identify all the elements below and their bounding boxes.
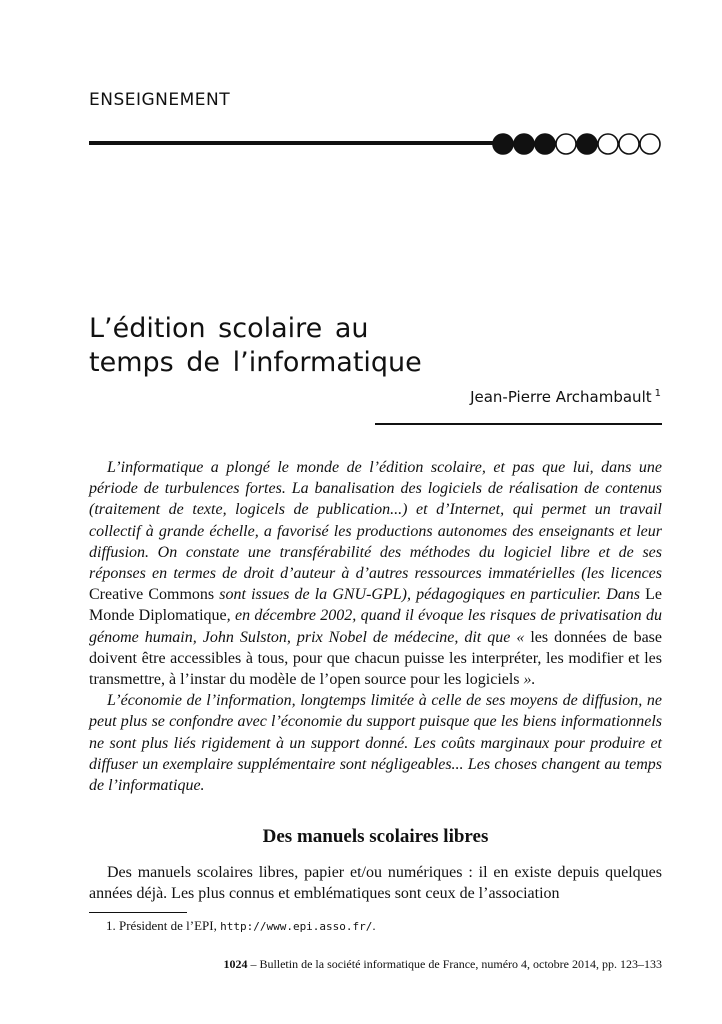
page-footer [223,957,662,972]
footnote-url[interactable]: http://www.epi.asso.fr/ [220,920,373,933]
abstract-paragraph-2: L’économie de l’information, longtemps limitée à celle de ses moyens de diffusion, ne peut plus se confondre avec l’économie du support puisque que les biens informationnels ne sont plus liés rigidement à un support donné. Les coûts marginaux pour produire et diffuser un exemplaire supplémentaire sont négligeables... Les choses changent au temps de l’informatique. [89,692,662,795]
section-label: ENSEIGNEMENT [89,90,231,110]
footnote-text: Président de l’EPI, [119,918,221,933]
abstract-text: ». [519,671,536,689]
footnote-rule [89,912,187,913]
article-title [89,312,422,380]
header-rule [89,141,499,145]
dot-open [556,134,576,154]
footer-citation: – Bulletin de la société informatique de France, numéro 4, octobre 2014, pp. 123–133 [247,957,662,971]
abstract [89,457,662,796]
dot-open [598,134,618,154]
dot-filled [535,134,555,154]
footnote-end: . [372,918,376,933]
author-text: Jean-Pierre Archambault [470,388,652,406]
quotation: les données de base doivent être accessibles à tous, pour que chacun puisse les interpréter, les modifier et les transmettre, à l’instar du modèle de l’open source pour les logiciels [89,628,663,689]
footnote [106,918,376,934]
title-line-2: temps de l’informatique [89,347,422,378]
abstract-text: L’informatique a plongé le monde de l’édition scolaire, et pas que lui, dans une période de turbulences fortes. La banalisation des logiciels de réalisation de contenus (traitement de texte, logicels de publication...) et d’Internet, qui permet un travail collectif à grande échelle, a favorisé les productions autonomes des enseignants et leur diffusion. On constate une transférabilité des méthodes du logiciel libre et de ses réponses en termes de droit d’auteur à d’autres ressources immatérielles (les licences [89,459,662,583]
footnote-mark: 1. [106,918,116,933]
author-name [470,388,661,406]
body-paragraph: Des manuels scolaires libres, papier et/ou numériques : il en existe depuis quelques années déjà. Les plus connus et emblématiques sont ceux de l’association [89,864,662,903]
abstract-paragraph-1 [89,457,662,690]
dot-filled [493,134,513,154]
abstract-text: sont issues de la GNU-GPL), pédagogiques en particulier. Dans [214,586,646,604]
dot-filled [577,134,597,154]
section-heading: Des manuels scolaires libres [262,826,489,847]
abstract-text: , en décembre 2002, quand il évoque les risques de privatisation du génome humain, John Sulston, prix Nobel de médecine, dit que « [89,607,662,646]
dot-open [619,134,639,154]
dot-filled [514,134,534,154]
page-number: 1024 [223,957,248,971]
journal-name: Le Monde Diplomatique [89,586,663,625]
creative-commons-text: Creative Commons [89,586,215,604]
section-dots [492,132,662,156]
dot-open [640,134,660,154]
author-footnote-mark: 1 [654,388,661,399]
author-rule [375,423,662,425]
title-line-1: L’édition scolaire au [89,313,369,344]
